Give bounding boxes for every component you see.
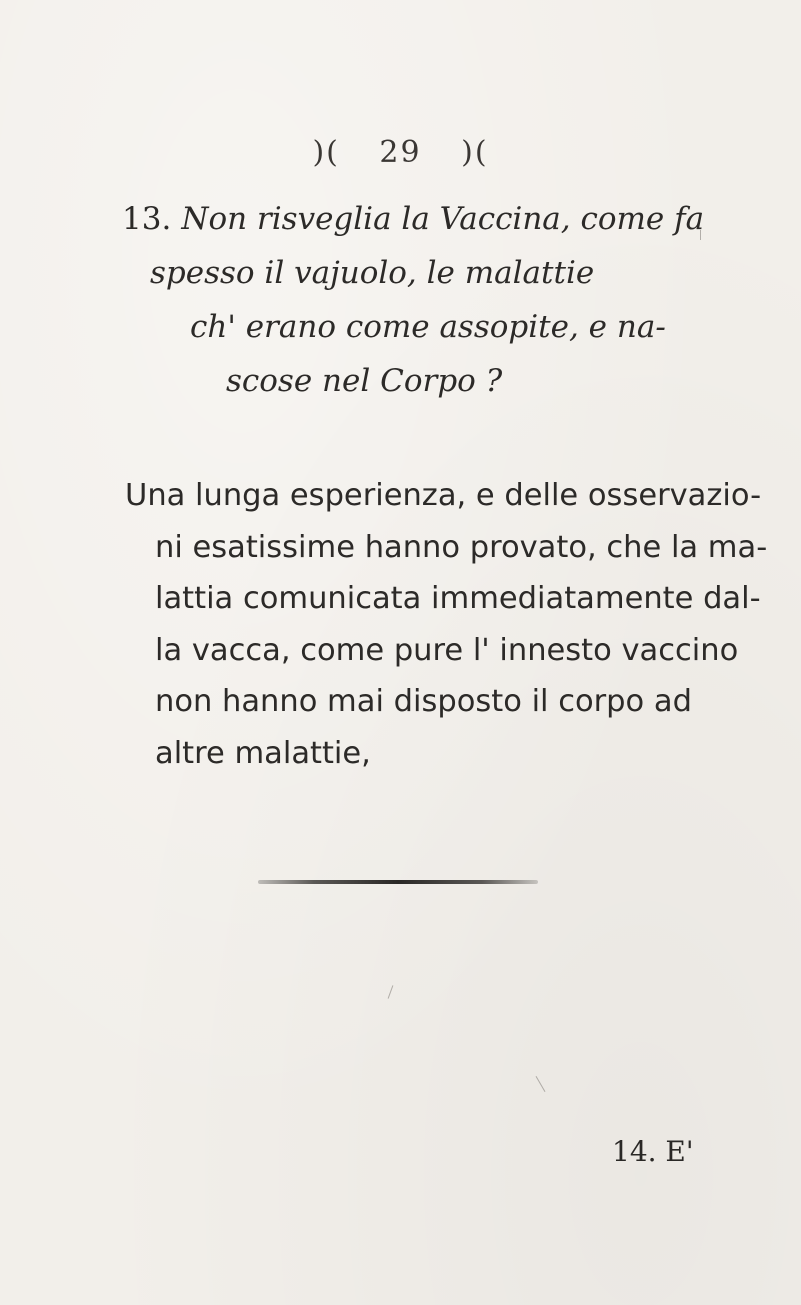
question-line-2: spesso il vajuolo, le malattie xyxy=(150,255,595,291)
section-divider-rule xyxy=(258,880,538,884)
running-head xyxy=(0,135,801,170)
catchword: 14. E' xyxy=(612,1135,694,1168)
answer-line-1: Una lunga esperienza, e delle osservazio- xyxy=(125,478,762,513)
right-ornament: )( xyxy=(461,135,489,170)
left-ornament: )( xyxy=(312,135,340,170)
question-paragraph xyxy=(122,192,705,408)
question-number: 13. xyxy=(122,201,172,237)
page-number: 29 xyxy=(379,135,422,170)
question-line-1 xyxy=(122,192,705,246)
question-line-1-text: Non risveglia la Vaccina, come fa xyxy=(181,201,705,237)
answer-line-3: lattia comunicata immediatamente dal- xyxy=(155,581,761,616)
answer-paragraph xyxy=(125,470,768,779)
paper-speck xyxy=(536,1076,546,1092)
answer-line-2: ni esatissime hanno provato, che la ma- xyxy=(155,529,768,565)
question-line-3: ch' erano come assopite, e na- xyxy=(190,309,666,345)
answer-line-4: la vacca, come pure l' innesto vaccino xyxy=(155,632,739,668)
question-line-4: scose nel Corpo ? xyxy=(226,363,503,399)
answer-line-6: altre malattie, xyxy=(155,735,371,771)
paper-speck xyxy=(388,985,394,998)
answer-line-5: non hanno mai disposto il corpo ad xyxy=(155,684,692,719)
paper-speck xyxy=(700,230,701,240)
